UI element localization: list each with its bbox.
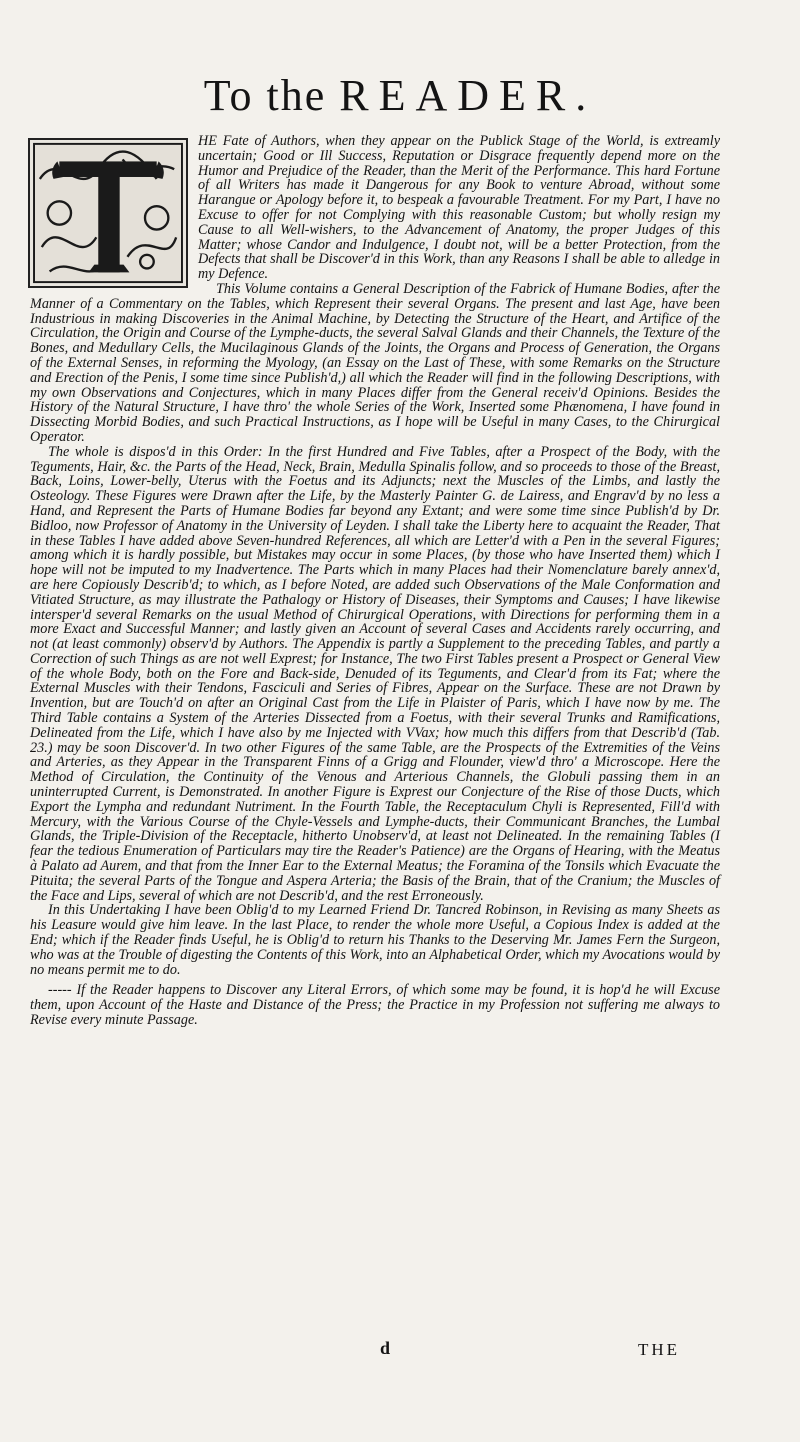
paragraph-4: In this Undertaking I have been Oblig'd to my Learned Friend Dr. Tancred Robinson, in Revising as many Sheets as his Leasure would give him leave. In the last Place, to render the whole more Useful, a Copious Index is added at the End; which if the Reader finds Useful, he is Oblig'd to return his Thanks to the Deserving Mr. James Fern the Surgeon, who was at the Trouble of digesting the Contents of this Work, into an Alphabetical Order, which my Avocations would by no means permit me to do. [30,902,720,978]
title-caps: READER. [339,71,597,120]
signature-mark: d [380,1338,391,1358]
initial-letter: T [30,140,31,141]
catchword: THE [638,1340,681,1359]
paragraph-1: HE Fate of Authors, when they appear on the Publick Stage of the World, is extreamly uncertain; Good or Ill Success, Reputation or Disgrace frequently depend more on the Humor and Prejudice of the Reader, than the Merit of the Performance. This hard Fortune of all Writers has made it Dangerous for any Book to venture Abroad, without some Harangue or Apology before it, to bespeak a favourable Treatment. For my Part, I have no Excuse to offer for not Complying with this reasonable Custom; but wholly resign my Cause to all Well-wishers, to the Advancement of Anatomy, the proper Judges of this Matter; whose Candor and Indulgence, I doubt not, will be a better Protection, from the Defects that shall be Discover'd in this Work, than any Reasons I shall be able to alledge in my Defence. [198,133,720,283]
paragraph-2: This Volume contains a General Description of the Fabrick of Humane Bodies, after the Manner of a Commentary on the Tables, which Represent their several Organs. The present and last Age, have been Industrious in making Discoveries in the Animal Machine, by Detecting the Structure of the Heart, and Artifice of the Circulation, the Origin and Course of the Lymphe-ducts, the several Salval Glands and their Channels, the Texture of the Bones, and Medullary Cells, the Mucilaginous Glands of the Joints, the Organs and Process of Generation, the Organs of the External Senses, in reforming the Myology, (an Essay on the Last of These, with some Remarks on the Structure and Erection of the Penis, I some time since Publish'd,) all which the Reader will find in the following Descriptions, with my own Observations and Conjectures, which in many Places differ from the General receiv'd Opinions. Besides the History of the Natural Structure, I have thro' the whole Series of the Work, Inserted some Phænomena, I have found in Dissecting Morbid Bodies, and such Practical Instructions, as I hope will be Useful in many Cases, to the Chirurgical Operator. [30,280,720,445]
page-title [0,68,800,124]
paragraph-5: ----- If the Reader happens to Discover any Literal Errors, of which some may be found, it is hop'd he will Excuse them, upon Account of the Haste and Distance of the Press; the Practice in my Profession not suffering me always to Revise every minute Passage. [30,982,720,1029]
title-prefix: To the [203,71,327,120]
paragraph-3: The whole is dispos'd in this Order: In the first Hundred and Five Tables, after a Prospect of the Body, with the Teguments, Hair, &c. the Parts of the Head, Neck, Brain, Medulla Spinalis follow, and so proceeds to those of the Breast, Back, Loins, Lower-belly, Uterus with the Foetus and its Adjuncts; next the Muscles of the Limbs, and lastly the Osteology. These Figures were Drawn after the Life, by the Masterly Painter G. de Lairess, and Engrav'd by no less a Hand, and Represent the Parts of Humane Bodies far beyond any Extant; and were some time since Publish'd by Dr. Bidloo, now Professor of Anatomy in the University of Leyden. I shall take the Liberty here to acquaint the Reader, That in these Tables I have added above Seven-hundred References, all which are Letter'd with a Pen in the several Figures; among which it is hardly possible, but Mistakes may occur in some Places, (by those who have Inserted them) which I hope will not be imputed to my Inadvertence. The Parts which in many Places had their Nomenclature barely annex'd, are here Copiously Describ'd; to which, as I before Noted, are added such Observations of the Male Conformation and Vitiated Structure, as may illustrate the Pathalogy or History of Diseases, their Symptoms and Causes; I have likewise intersper'd several Remarks on the usual Method of Chirurgical Operations, with Directions for performing them in a more Exact and Successful Manner; and lastly given an Account of several Cases and Accidents rarely occurring, and not (at least commonly) observ'd by Authors. The Appendix is partly a Supplement to the preceding Tables, and partly a Correction of such Things as are not well Exprest; for Instance, The two First Tables present a Prospect or General View of the whole Body, both on the Fore and Back-side, Denuded of its Teguments, and Clear'd from its Fat; where the External Muscles with their Tendons, Fasciculi and Series of Fibres, Appear on the Surface. These are not Drawn by Invention, but are Touch'd on after an Original Cast from the Life in Plaister of Paris, which I have now by me. The Third Table contains a System of the Arteries Dissected from a Foetus, with their several Trunks and Ramifications, Delineated from the Life, which I have also by me Injected with VVax; how much this differs from that Describ'd (Tab. 23.) may be soon Discover'd. In two other Figures of the same Table, are the Prospects of the Extremities of the Veins and Arteries, as they Appear in the Transparent Finns of a Grigg and Flounder, view'd thro' a Microscope. Here the Method of Circulation, the Continuity of the Venous and Arterious Channels, the Globuli passing them in an uninterrupted Current, is Demonstrated. In another Figure is Exprest our Conjecture of the Rise of those Ducts, which Export the Lympha and redundant Nutriment. In the Fourth Table, the Receptaculum Chyli is Represented, Fill'd with Mercury, with the Various Course of the Chyle-Vessels and Lymphe-ducts, their Communicant Branches, the Lumbal Glands, the Triple-Division of the Receptacle, hitherto Unobserv'd, at least not Delineated. In the remaining Tables (I fear the tedious Enumeration of Particulars may tire the Reader's Patience) are the Organs of Hearing, with the Meatus à Palato ad Aurem, and that from the Inner Ear to the External Meatus; the Foramina of the Tonsils which Evacuate the Pituita; the several Parts of the Tongue and Aspera Arteria; the Basis of the Brain, that of the Cranium; the Muscles of the Face and Lips, several of which are not Describ'd, and the rest Erroneously. [30,443,720,904]
reader-address-body [30,134,720,1028]
